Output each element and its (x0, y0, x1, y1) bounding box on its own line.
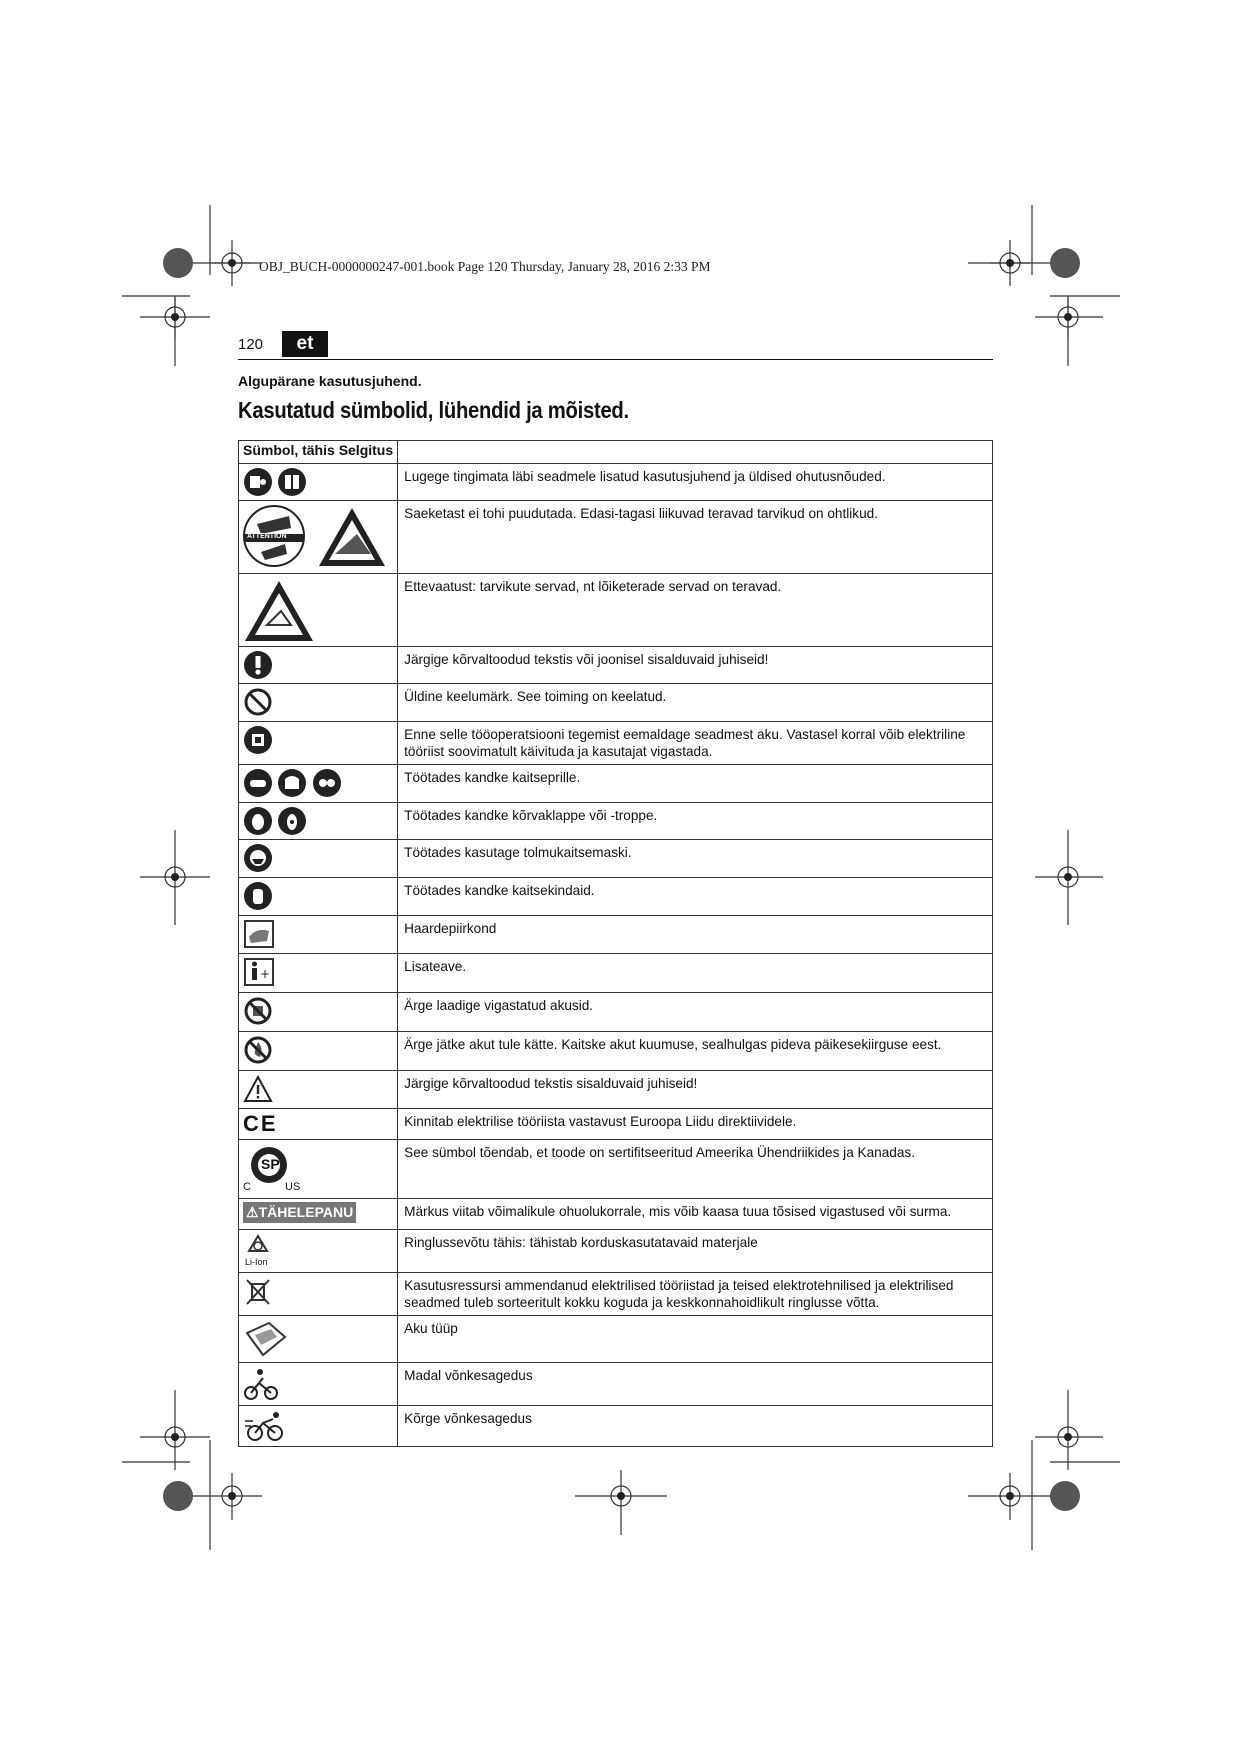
no-charge-damaged-icon (243, 996, 273, 1026)
mandatory-icon (243, 650, 273, 680)
csa-mark-icon: SP C US (243, 1143, 303, 1195)
table-row (239, 501, 993, 574)
table-row (239, 1363, 993, 1406)
explanation-cell: Ringlussevõtu tähis: tähistab korduskasutatavaid materjale (398, 1230, 993, 1273)
explanation-cell: Töötades kandke kaitsekindaid. (398, 878, 993, 916)
explanation-cell: Kõrge võnkesagedus (398, 1406, 993, 1447)
table-row (239, 1273, 993, 1316)
remove-battery-icon (243, 725, 273, 755)
explanation-cell: Aku tüüp (398, 1316, 993, 1363)
symbol-cell (239, 1406, 398, 1447)
symbol-cell (239, 1363, 398, 1406)
symbol-cell (239, 1032, 398, 1071)
table-row (239, 574, 993, 647)
explanation-cell: Üldine keelumärk. See toiming on keelatud. (398, 684, 993, 722)
attention-hand-icon: ATTENTION (243, 504, 305, 568)
header-symbol: Sümbol, tähis Selgitus (239, 441, 398, 464)
explanation-cell: Haardepiirkond (398, 916, 993, 954)
table-row (239, 840, 993, 878)
page-title: Kasutatud sümbolid, lühendid ja mõisted. (238, 397, 629, 423)
table-row (239, 765, 993, 803)
symbol-cell (239, 878, 398, 916)
explanation-cell: Kasutusressursi ammendanud elektrilised tööriistad ja teised elektrotehnilised ja elektrilised seadmed tuleb sorteeritult kokku koguda ja keskkonnahoidlikult ringlusse võtta. (398, 1273, 993, 1316)
explanation-cell: Järgige kõrvaltoodud tekstis või joonisel sisalduvaid juhiseid! (398, 647, 993, 684)
symbol-cell (239, 1273, 398, 1316)
explanation-cell: Märkus viitab võimalikule ohuolukorrale, mis võib kaasa tuua tõsised vigastused või surma. (398, 1199, 993, 1230)
explanation-cell: Töötades kandke kaitseprille. (398, 765, 993, 803)
symbol-cell (239, 1316, 398, 1363)
language-badge: et (282, 331, 328, 357)
symbol-cell (239, 765, 398, 803)
blade-warning-icon (317, 504, 387, 568)
symbol-cell (239, 464, 398, 501)
table-row (239, 1032, 993, 1071)
explanation-cell: Saeketast ei tohi puudutada. Edasi-tagasi liikuvad teravad tarvikud on ohtlikud. (398, 501, 993, 574)
table-row (239, 916, 993, 954)
explanation-cell: Töötades kandke kõrvaklappe või -troppe. (398, 803, 993, 840)
explanation-cell: Ärge jätke akut tule kätte. Kaitske akut kuumuse, sealhulgas pideva päikesekiirguse eest. (398, 1032, 993, 1071)
document-subtitle: Algupärane kasutusjuhend. (238, 373, 422, 389)
symbol-cell (239, 1140, 398, 1199)
read-manual-icon (243, 467, 273, 497)
table-row (239, 1071, 993, 1109)
symbol-cell (239, 916, 398, 954)
symbol-cell (239, 574, 398, 647)
table-row (239, 878, 993, 916)
symbols-table (238, 440, 993, 1447)
grip-area-icon (243, 919, 275, 949)
warning-triangle-icon (243, 1074, 273, 1104)
symbol-cell (239, 501, 398, 574)
explanation-cell: Ärge laadige vigastatud akusid. (398, 993, 993, 1032)
safety-glasses-icon (312, 768, 342, 798)
dust-mask-icon (243, 843, 273, 873)
symbol-cell (239, 684, 398, 722)
symbol-cell (239, 722, 398, 765)
explanation-cell: Enne selle tööoperatsiooni tegemist eemaldage seadmest aku. Vastasel korral võib elektriline tööriist soovimatult käivituda ja kasutajat vigastada. (398, 722, 993, 765)
symbol-cell (239, 1109, 398, 1140)
table-row (239, 1199, 993, 1230)
face-shield-icon (277, 768, 307, 798)
explanation-cell: Töötades kasutage tolmukaitsemaski. (398, 840, 993, 878)
slow-bicycle-icon (243, 1366, 279, 1402)
explanation-cell: Lugege tingimata läbi seadmele lisatud kasutusjuhend ja üldised ohutusnõuded. (398, 464, 993, 501)
symbol-cell (239, 1199, 398, 1230)
no-fire-icon (243, 1035, 273, 1065)
table-row (239, 993, 993, 1032)
attention-banner-icon: ⚠TÄHELEPANU (243, 1202, 356, 1223)
explanation-cell: Kinnitab elektrilise tööriista vastavust Euroopa Liidu direktiividele. (398, 1109, 993, 1140)
ear-plug-icon (277, 806, 307, 836)
book-info-line: OBJ_BUCH-0000000247-001.book Page 120 Thursday, January 28, 2016 2:33 PM (259, 259, 711, 274)
gloves-icon (243, 881, 273, 911)
table-row (239, 1316, 993, 1363)
symbol-cell (239, 954, 398, 993)
table-row (239, 1140, 993, 1199)
ear-protection-icon (243, 806, 273, 836)
table-row (239, 684, 993, 722)
symbol-cell (239, 993, 398, 1032)
table-row (239, 722, 993, 765)
table-row (239, 1109, 993, 1140)
header-rule (238, 359, 993, 360)
header-explanation-empty (398, 441, 993, 464)
table-row (239, 803, 993, 840)
table-row (239, 1406, 993, 1447)
svg-text:+: + (260, 967, 271, 981)
page-number: 120 (238, 336, 264, 353)
explanation-cell: See sümbol tõendab, et toode on sertifitseeritud Ameerika Ühendriikides ja Kanadas. (398, 1140, 993, 1199)
explanation-cell: Lisateave. (398, 954, 993, 993)
table-row (239, 954, 993, 993)
explanation-cell: Madal võnkesagedus (398, 1363, 993, 1406)
table-row (239, 464, 993, 501)
info-icon (243, 957, 275, 987)
crossed-bin-icon (243, 1276, 273, 1308)
symbol-cell (239, 1071, 398, 1109)
recycling-li-ion-icon: Li-Ion (243, 1233, 273, 1269)
table-header-row (239, 441, 993, 464)
table-row (239, 647, 993, 684)
table-row (239, 1230, 993, 1273)
prohibition-icon (243, 687, 273, 717)
symbol-cell (239, 803, 398, 840)
book-icon (277, 467, 307, 497)
battery-pack-icon (243, 1319, 289, 1359)
explanation-cell: Ettevaatust: tarvikute servad, nt lõiketerade servad on teravad. (398, 574, 993, 647)
symbol-cell (239, 840, 398, 878)
ce-mark-icon: CE (243, 1111, 278, 1136)
fast-bicycle-icon (243, 1409, 287, 1443)
goggles-icon (243, 768, 273, 798)
symbol-cell (239, 1230, 398, 1273)
symbol-cell (239, 647, 398, 684)
explanation-cell: Järgige kõrvaltoodud tekstis sisalduvaid juhiseid! (398, 1071, 993, 1109)
sharp-edges-warning-icon (243, 577, 315, 643)
